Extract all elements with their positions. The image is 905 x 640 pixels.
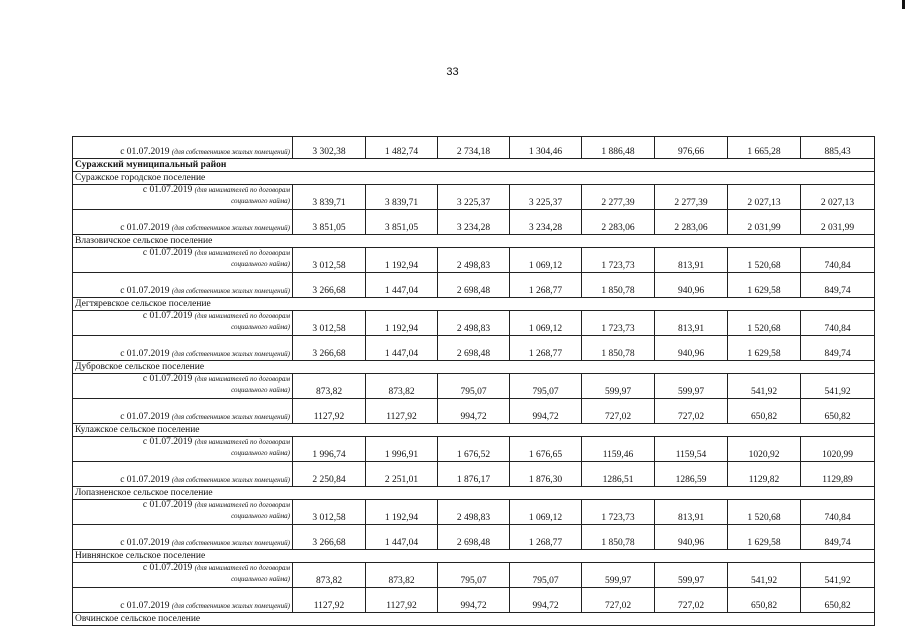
value-cell: 2 027,13: [801, 185, 875, 210]
value-cell: 650,82: [728, 588, 801, 613]
row-label-date: с 01.07.2019: [142, 311, 193, 321]
value-cell: 1 850,78: [582, 525, 655, 550]
value-cell: 1 520,68: [728, 311, 801, 336]
row-label-note: (для нанимателей по договорам: [194, 564, 290, 572]
table-row: [73, 336, 875, 361]
row-label-date: с 01.07.2019: [142, 185, 193, 195]
row-label-date: с 01.07.2019: [142, 437, 193, 447]
value-cell: 2 283,06: [582, 210, 655, 235]
value-cell: 2 734,18: [438, 137, 510, 159]
row-label: [73, 437, 293, 462]
district-heading: Суражский муниципальный район: [73, 159, 875, 172]
value-cell: 1 629,58: [728, 336, 801, 361]
value-cell: 1 665,28: [728, 137, 801, 159]
row-label-line: [76, 248, 290, 259]
value-cell: 3 839,71: [366, 185, 438, 210]
value-cell: 1 069,12: [510, 248, 582, 273]
row-label-note: (для собственников жилых помещений): [171, 539, 290, 547]
value-cell: 3 302,38: [293, 137, 366, 159]
row-label-date: с 01.07.2019: [120, 223, 170, 233]
value-cell: 849,74: [801, 273, 875, 298]
value-cell: 599,97: [655, 563, 728, 588]
row-label-note-cont: социального найма): [231, 386, 290, 394]
table-row: [73, 248, 875, 273]
table-row: [73, 399, 875, 424]
value-cell: 1 192,94: [366, 500, 438, 525]
row-label: [73, 311, 293, 336]
value-cell: 2 031,99: [801, 210, 875, 235]
value-cell: 1 447,04: [366, 336, 438, 361]
settlement-row: [73, 298, 875, 311]
value-cell: 1020,99: [801, 437, 875, 462]
table-row: [73, 563, 875, 588]
value-cell: 1 676,52: [438, 437, 510, 462]
value-cell: 727,02: [655, 399, 728, 424]
value-cell: 740,84: [801, 311, 875, 336]
value-cell: 2 251,01: [366, 462, 438, 487]
row-label: [73, 185, 293, 210]
value-cell: 940,96: [655, 273, 728, 298]
value-cell: 1 723,73: [582, 311, 655, 336]
value-cell: 849,74: [801, 525, 875, 550]
settlement-name: Лопазненское сельское поселение: [73, 487, 875, 500]
value-cell: 795,07: [510, 374, 582, 399]
table-row: [73, 137, 875, 159]
row-label-line: [76, 374, 290, 385]
row-label-note: (для собственников жилых помещений): [171, 602, 290, 610]
value-cell: 1127,92: [366, 399, 438, 424]
value-cell: 1 850,78: [582, 336, 655, 361]
value-cell: 2 250,84: [293, 462, 366, 487]
value-cell: 541,92: [728, 374, 801, 399]
value-cell: 1 069,12: [510, 311, 582, 336]
row-label: [73, 525, 293, 550]
value-cell: 994,72: [510, 399, 582, 424]
value-cell: 1129,82: [728, 462, 801, 487]
district-row: [73, 159, 875, 172]
value-cell: 2 277,39: [582, 185, 655, 210]
value-cell: 3 012,58: [293, 311, 366, 336]
value-cell: 1127,92: [293, 399, 366, 424]
value-cell: 3 225,37: [510, 185, 582, 210]
row-label: [73, 399, 293, 424]
settlement-name: Дегтяревское сельское поселение: [73, 298, 875, 311]
row-label-date: с 01.07.2019: [142, 374, 193, 384]
value-cell: 1 447,04: [366, 273, 438, 298]
value-cell: 795,07: [438, 374, 510, 399]
value-cell: 1 629,58: [728, 273, 801, 298]
value-cell: 1 192,94: [366, 248, 438, 273]
table-row: [73, 210, 875, 235]
value-cell: 1 304,46: [510, 137, 582, 159]
tariff-table-body: [73, 137, 875, 626]
row-label-note-cont: социального найма): [231, 197, 290, 205]
settlement-name: Кулажское сельское поселение: [73, 424, 875, 437]
row-label-line: [76, 185, 290, 196]
settlement-name: Влазовичское сельское поселение: [73, 235, 875, 248]
value-cell: 1 069,12: [510, 500, 582, 525]
value-cell: 1159,46: [582, 437, 655, 462]
value-cell: 1 723,73: [582, 500, 655, 525]
value-cell: 3 234,28: [510, 210, 582, 235]
value-cell: 994,72: [510, 588, 582, 613]
page-number: 33: [446, 66, 459, 78]
row-label-date: с 01.07.2019: [120, 412, 170, 422]
value-cell: 541,92: [801, 374, 875, 399]
value-cell: 1 850,78: [582, 273, 655, 298]
table-row: [73, 588, 875, 613]
value-cell: 3 225,37: [438, 185, 510, 210]
value-cell: 3 839,71: [293, 185, 366, 210]
settlement-row: [73, 172, 875, 185]
row-label-note: (для собственников жилых помещений): [171, 287, 290, 295]
value-cell: 599,97: [655, 374, 728, 399]
table-row: [73, 185, 875, 210]
value-cell: 873,82: [293, 374, 366, 399]
row-label-date: с 01.07.2019: [142, 248, 193, 258]
row-label-date: с 01.07.2019: [120, 349, 170, 359]
settlement-row: [73, 235, 875, 248]
value-cell: 994,72: [438, 399, 510, 424]
value-cell: 885,43: [801, 137, 875, 159]
value-cell: 1286,51: [582, 462, 655, 487]
value-cell: 873,82: [366, 374, 438, 399]
value-cell: 1129,89: [801, 462, 875, 487]
value-cell: 3 266,68: [293, 336, 366, 361]
value-cell: 3 851,05: [366, 210, 438, 235]
value-cell: 3 851,05: [293, 210, 366, 235]
row-label-note: (для нанимателей по договорам: [194, 438, 290, 446]
row-label-note: (для собственников жилых помещений): [171, 224, 290, 232]
value-cell: 1159,54: [655, 437, 728, 462]
row-label-note: (для нанимателей по договорам: [194, 186, 290, 194]
row-label: [73, 588, 293, 613]
value-cell: 1 520,68: [728, 248, 801, 273]
row-label-date: с 01.07.2019: [120, 147, 170, 157]
value-cell: 1 268,77: [510, 273, 582, 298]
row-label-note: (для собственников жилых помещений): [171, 350, 290, 358]
value-cell: 727,02: [582, 399, 655, 424]
value-cell: 3 234,28: [438, 210, 510, 235]
value-cell: 1 996,74: [293, 437, 366, 462]
value-cell: 599,97: [582, 563, 655, 588]
value-cell: 2 698,48: [438, 336, 510, 361]
value-cell: 1127,92: [366, 588, 438, 613]
settlement-name: Суражское городское поселение: [73, 172, 875, 185]
table-row: [73, 273, 875, 298]
value-cell: 849,74: [801, 336, 875, 361]
value-cell: 1286,59: [655, 462, 728, 487]
settlement-row: [73, 487, 875, 500]
row-label: [73, 563, 293, 588]
row-label-date: с 01.07.2019: [120, 538, 170, 548]
row-label: [73, 137, 293, 159]
row-label-note-cont: социального найма): [231, 449, 290, 457]
row-label-date: с 01.07.2019: [120, 601, 170, 611]
row-label-line: [76, 437, 290, 448]
table-row: [73, 437, 875, 462]
value-cell: 994,72: [438, 588, 510, 613]
table-row: [73, 311, 875, 336]
table-row: [73, 500, 875, 525]
row-label-date: с 01.07.2019: [120, 286, 170, 296]
table-row: [73, 462, 875, 487]
tariff-table: [72, 136, 875, 626]
value-cell: 1127,92: [293, 588, 366, 613]
value-cell: 1 629,58: [728, 525, 801, 550]
row-label-note: (для собственников жилых помещений): [171, 148, 290, 156]
value-cell: 650,82: [801, 399, 875, 424]
value-cell: 740,84: [801, 500, 875, 525]
settlement-name: Дубровское сельское поселение: [73, 361, 875, 374]
value-cell: 1 268,77: [510, 525, 582, 550]
row-label-note-cont: социального найма): [231, 512, 290, 520]
value-cell: 727,02: [582, 588, 655, 613]
value-cell: 1 520,68: [728, 500, 801, 525]
value-cell: 3 266,68: [293, 525, 366, 550]
row-label-note: (для собственников жилых помещений): [171, 413, 290, 421]
value-cell: 813,91: [655, 500, 728, 525]
row-label: [73, 462, 293, 487]
row-label-note: (для нанимателей по договорам: [194, 312, 290, 320]
settlement-name: Овчинское сельское поселение: [73, 613, 875, 626]
value-cell: 2 698,48: [438, 525, 510, 550]
table-row: [73, 374, 875, 399]
settlement-row: [73, 361, 875, 374]
value-cell: 873,82: [366, 563, 438, 588]
settlement-row: [73, 424, 875, 437]
value-cell: 740,84: [801, 248, 875, 273]
value-cell: 795,07: [438, 563, 510, 588]
value-cell: 1 192,94: [366, 311, 438, 336]
value-cell: 1 676,65: [510, 437, 582, 462]
value-cell: 3 012,58: [293, 500, 366, 525]
value-cell: 976,66: [655, 137, 728, 159]
value-cell: 1020,92: [728, 437, 801, 462]
row-label-note-cont: социального найма): [231, 260, 290, 268]
value-cell: 2 031,99: [728, 210, 801, 235]
row-label: [73, 336, 293, 361]
value-cell: 1 876,17: [438, 462, 510, 487]
value-cell: 940,96: [655, 525, 728, 550]
value-cell: 2 283,06: [655, 210, 728, 235]
value-cell: 3 266,68: [293, 273, 366, 298]
row-label: [73, 374, 293, 399]
value-cell: 650,82: [728, 399, 801, 424]
value-cell: 813,91: [655, 311, 728, 336]
value-cell: 1 996,91: [366, 437, 438, 462]
row-label-note-cont: социального найма): [231, 575, 290, 583]
row-label-line: [76, 311, 290, 322]
settlement-row: [73, 613, 875, 626]
row-label-date: с 01.07.2019: [120, 475, 170, 485]
row-label: [73, 500, 293, 525]
row-label: [73, 248, 293, 273]
value-cell: 3 012,58: [293, 248, 366, 273]
value-cell: 2 498,83: [438, 248, 510, 273]
value-cell: 2 698,48: [438, 273, 510, 298]
value-cell: 727,02: [655, 588, 728, 613]
value-cell: 1 447,04: [366, 525, 438, 550]
settlement-row: [73, 550, 875, 563]
value-cell: 795,07: [510, 563, 582, 588]
settlement-name: Нивнянское сельское поселение: [73, 550, 875, 563]
value-cell: 1 886,48: [582, 137, 655, 159]
row-label: [73, 210, 293, 235]
value-cell: 541,92: [728, 563, 801, 588]
row-label-date: с 01.07.2019: [142, 563, 193, 573]
value-cell: 2 498,83: [438, 311, 510, 336]
table-row: [73, 525, 875, 550]
row-label-note: (для нанимателей по договорам: [194, 501, 290, 509]
value-cell: 2 027,13: [728, 185, 801, 210]
row-label-line: [76, 563, 290, 574]
row-label-line: [76, 500, 290, 511]
value-cell: 1 723,73: [582, 248, 655, 273]
row-label-note: (для нанимателей по договорам: [194, 249, 290, 257]
value-cell: 541,92: [801, 563, 875, 588]
value-cell: 2 498,83: [438, 500, 510, 525]
row-label-note: (для нанимателей по договорам: [194, 375, 290, 383]
value-cell: 599,97: [582, 374, 655, 399]
value-cell: 2 277,39: [655, 185, 728, 210]
value-cell: 873,82: [293, 563, 366, 588]
value-cell: 940,96: [655, 336, 728, 361]
row-label-note-cont: социального найма): [231, 323, 290, 331]
row-label-date: с 01.07.2019: [142, 500, 193, 510]
value-cell: 1 482,74: [366, 137, 438, 159]
value-cell: 1 876,30: [510, 462, 582, 487]
value-cell: 813,91: [655, 248, 728, 273]
value-cell: 650,82: [801, 588, 875, 613]
row-label: [73, 273, 293, 298]
value-cell: 1 268,77: [510, 336, 582, 361]
row-label-note: (для собственников жилых помещений): [171, 476, 290, 484]
